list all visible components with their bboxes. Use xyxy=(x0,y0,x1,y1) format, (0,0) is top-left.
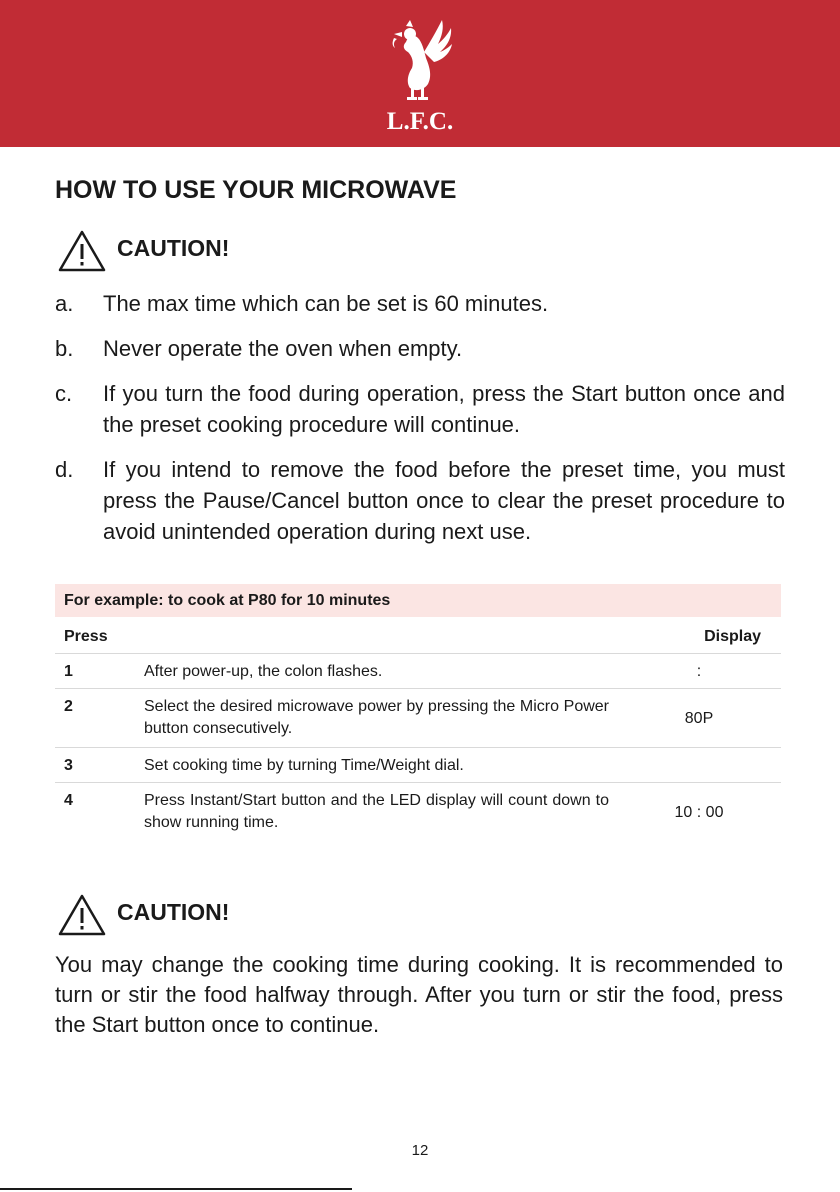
footer-rule xyxy=(0,1188,352,1190)
caution-label: CAUTION! xyxy=(117,899,230,925)
list-text: The max time which can be set is 60 minutes. xyxy=(103,291,549,316)
header-press: Press xyxy=(64,628,108,645)
liver-bird-icon xyxy=(380,12,460,108)
warning-triangle-icon xyxy=(57,893,107,937)
table-row xyxy=(55,748,781,783)
page-number: 12 xyxy=(411,1142,429,1159)
crest-text: L.F.C. xyxy=(386,108,454,135)
list-marker: c. xyxy=(55,381,73,406)
caution-label: CAUTION! xyxy=(117,235,230,261)
list-text: Never operate the oven when empty. xyxy=(103,336,463,361)
table-header-row xyxy=(55,617,781,654)
warning-triangle-icon xyxy=(57,229,107,273)
table-row xyxy=(55,654,781,689)
step-number: 4 xyxy=(64,792,73,809)
list-text: If you turn the food during operation, press the Start button once and the preset cooking procedure will continue. xyxy=(103,381,785,437)
step-description: Press Instant/Start button and the LED display will count down to show running time. xyxy=(144,792,609,831)
step-number: 3 xyxy=(64,757,73,774)
lfc-crest xyxy=(380,12,460,140)
table-row xyxy=(55,783,781,841)
step-description: After power-up, the colon flashes. xyxy=(144,663,383,680)
caution-list xyxy=(55,288,785,561)
list-marker: d. xyxy=(55,457,74,482)
caution-paragraph: You may change the cooking time during cooking. It is recommended to turn or stir the food halfway through. After you turn or stir the food, press the Start button once to continue. xyxy=(55,952,783,1037)
step-display: 10 : 00 xyxy=(674,804,724,821)
step-display: 80P xyxy=(684,710,714,727)
header-display: Display xyxy=(704,628,761,645)
list-item xyxy=(55,288,785,319)
list-item xyxy=(55,454,785,547)
example-title: For example: to cook at P80 for 10 minutes xyxy=(64,592,391,609)
list-text: If you intend to remove the food before the preset time, you must press the Pause/Cancel button once to clear the preset procedure to avoid unintended operation during next use. xyxy=(103,457,785,544)
list-item xyxy=(55,378,785,440)
step-number: 2 xyxy=(64,698,73,715)
step-description: Set cooking time by turning Time/Weight dial. xyxy=(144,757,464,774)
step-description: Select the desired microwave power by pressing the Micro Power button consecutively. xyxy=(144,698,609,737)
list-item xyxy=(55,333,785,364)
list-marker: b. xyxy=(55,336,74,361)
page-title: HOW TO USE YOUR MICROWAVE xyxy=(55,176,457,204)
step-display: : xyxy=(696,663,702,680)
table-row xyxy=(55,689,781,748)
header-banner xyxy=(0,0,840,147)
steps-table xyxy=(55,617,781,841)
example-title-bar xyxy=(55,584,781,617)
step-number: 1 xyxy=(64,663,73,680)
list-marker: a. xyxy=(55,291,74,316)
